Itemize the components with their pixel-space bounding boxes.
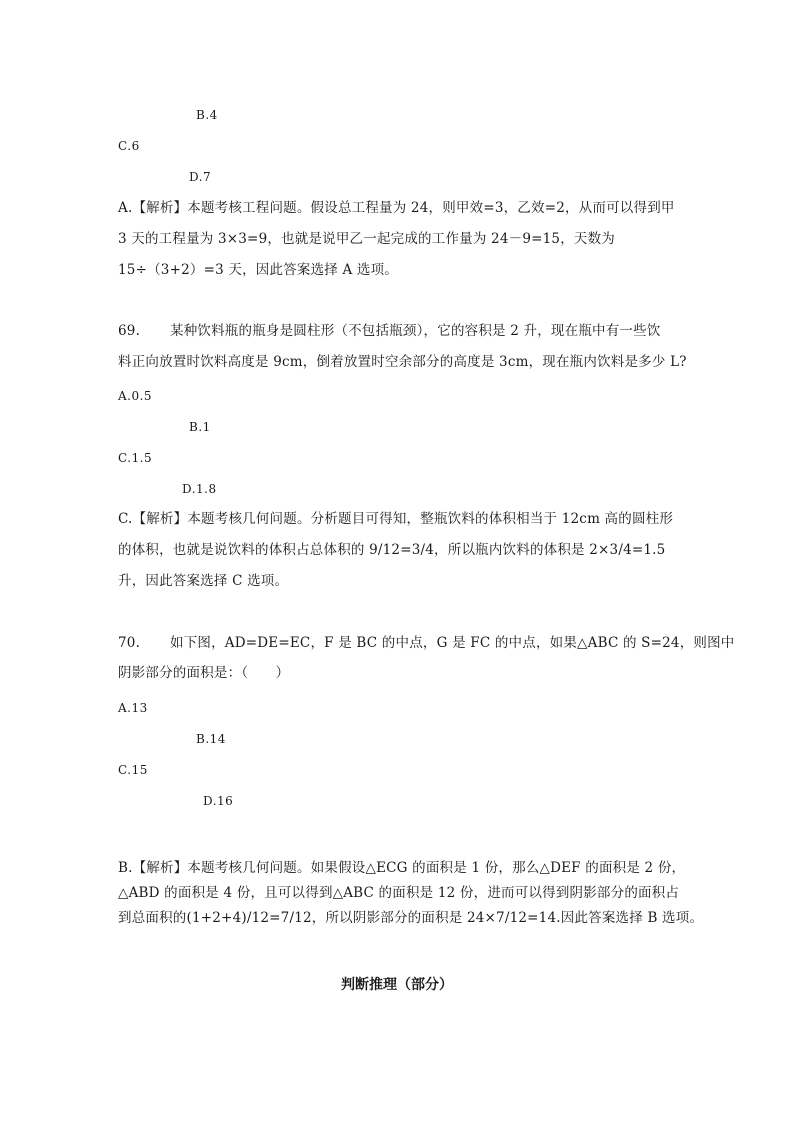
q70-option-b: B.14 (196, 732, 226, 746)
q70-analysis-line-2: △ABD 的面积是 4 份，且可以得到△ABC 的面积是 12 份，进而可以得到阴影部分的面积占 (118, 885, 680, 901)
q69-number: 69. (118, 323, 141, 339)
q69-stem-line-1 (118, 322, 661, 340)
q68-option-d: D.7 (189, 170, 212, 184)
q70-option-d: D.16 (203, 794, 234, 808)
q69-stem-text: 某种饮料瓶的瓶身是圆柱形（不包括瓶颈），它的容积是 2 升，现在瓶中有一些饮 (170, 323, 661, 339)
q70-stem-line-2: 阴影部分的面积是：（ ） (118, 665, 290, 681)
q68-analysis-line-1: A.【解析】本题考核工程问题。假设总工程量为 24，则甲效=3，乙效=2，从而可以得到甲 (118, 200, 675, 216)
q68-analysis-line-2: 3 天的工程量为 3×3=9，也就是说甲乙一起完成的工作量为 24－9=15，天数为 (118, 231, 616, 247)
q69-option-a: A.0.5 (118, 389, 153, 403)
q70-analysis-line-3: 到总面积的(1+2+4)/12=7/12，所以阴影部分的面积是 24×7/12=14.因此答案选择 B 选项。 (118, 910, 704, 926)
q70-stem-line-1 (118, 634, 735, 652)
q70-number: 70. (118, 635, 141, 651)
q69-analysis-line-1: C.【解析】本题考核几何问题。分析题目可得知，整瓶饮料的体积相当于 12cm 高的圆柱形 (118, 511, 674, 527)
q69-stem-line-2: 料正向放置时饮料高度是 9cm，倒着放置时空余部分的高度是 3cm，现在瓶内饮料是多少 L? (118, 354, 687, 370)
q70-analysis-line-1: B.【解析】本题考核几何问题。如果假设△ECG 的面积是 1 份，那么△DEF 的面积是 2 份， (118, 860, 686, 876)
q68-analysis-line-3: 15÷（3+2）=3 天，因此答案选择 A 选项。 (118, 262, 399, 278)
q69-analysis-line-2: 的体积，也就是说饮料的体积占总体积的 9/12=3/4，所以瓶内饮料的体积是 2×3/4=1.5 (118, 542, 666, 558)
q70-option-c: C.15 (118, 763, 148, 777)
q70-option-a: A.13 (118, 701, 148, 715)
q69-option-d: D.1.8 (182, 482, 217, 496)
q69-analysis-line-3: 升，因此答案选择 C 选项。 (118, 573, 289, 589)
q68-option-c: C.6 (118, 139, 140, 153)
section-heading: 判断推理（部分） (341, 977, 453, 993)
q68-option-b: B.4 (196, 108, 218, 122)
q69-option-c: C.1.5 (118, 451, 153, 465)
q69-option-b: B.1 (189, 420, 211, 434)
q70-stem-text: 如下图，AD=DE=EC，F 是 BC 的中点，G 是 FC 的中点，如果△ABC 的 S=24，则图中 (170, 635, 735, 651)
